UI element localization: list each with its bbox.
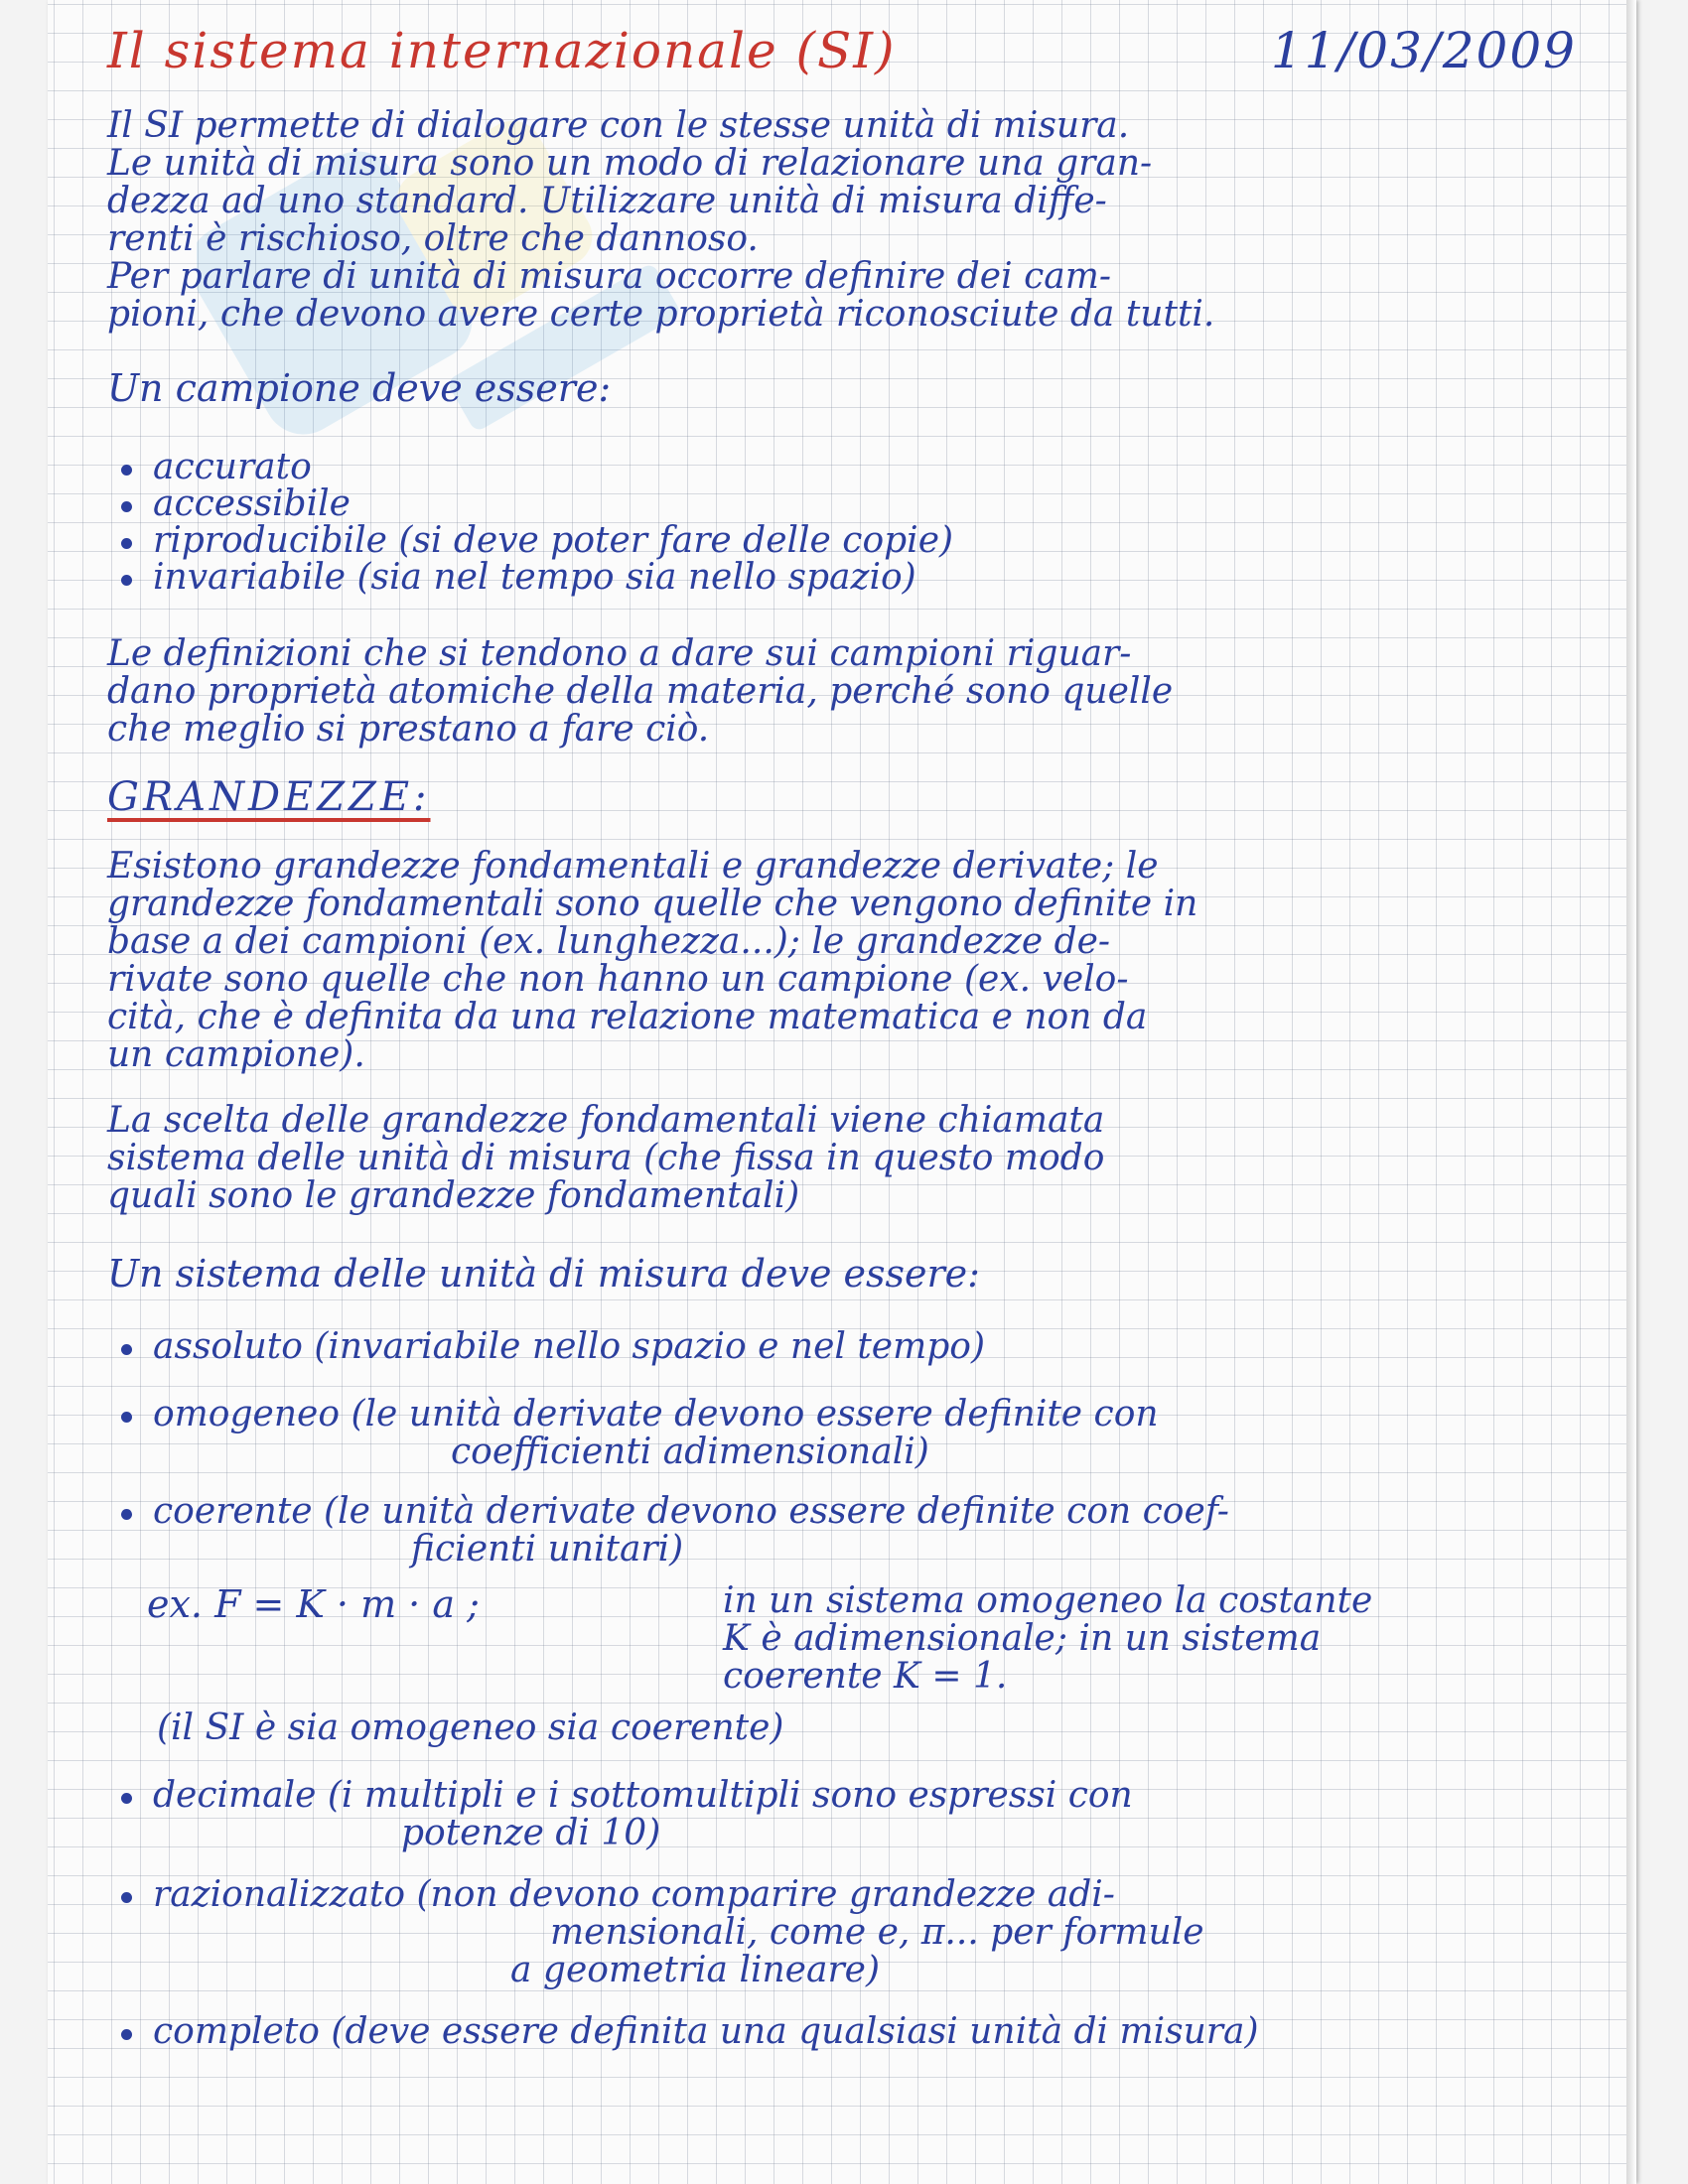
text-line: Le definizioni che si tendono a dare sui campioni riguar- [107, 633, 1132, 674]
grandezze-heading: GRANDEZZE: [107, 774, 431, 820]
text-line: renti è rischioso, oltre che dannoso. [107, 218, 759, 259]
bullet-icon [121, 2029, 132, 2040]
example-text: in un sistema omogeneo la costante K è adimensionale; in un sistema coerente K = 1. [723, 1580, 1373, 1697]
text-line: La scelta delle grandezze fondamentali viene chiamata [107, 1100, 1105, 1141]
text-line: Per parlare di unità di misura occorre definire dei cam- [107, 256, 1111, 297]
bullet-icon [121, 501, 132, 512]
list-item: accurato [107, 449, 1587, 485]
text-line: sistema delle unità di misura (che fissa in questo modo [107, 1138, 1105, 1178]
bullet-icon [121, 538, 132, 549]
grandezze-section [107, 774, 1587, 1074]
page-edge [1626, 0, 1636, 2184]
text-line: base a dei campioni (ex. lunghezza...); le grandezze de- [107, 921, 1111, 962]
list-item: razionalizzato (non devono comparire grandezze adi- mensionali, come e, π... per formule a geometria lineare) [107, 1876, 1587, 1989]
notebook-page [48, 0, 1636, 2184]
example-block [107, 1582, 1587, 1702]
text-line: che meglio si prestano a fare ciò. [107, 709, 710, 750]
sistema-list-more [107, 1777, 1587, 2051]
intro-paragraph [107, 107, 1587, 334]
sistema-section [107, 1253, 1587, 2065]
definizioni-paragraph [107, 635, 1587, 749]
text-line: grandezze fondamentali sono quelle che vengono definite in [107, 884, 1198, 924]
list-item: invariabile (sia nel tempo sia nello spazio) [107, 559, 1587, 596]
page-header [107, 22, 1597, 91]
bullet-icon [121, 1892, 132, 1903]
list-item: riproducibile (si deve poter fare delle copie) [107, 522, 1587, 559]
text-line: Il SI permette di dialogare con le stesse unità di misura. [107, 105, 1130, 146]
list-item: assoluto (invariabile nello spazio e nel tempo) [107, 1328, 1587, 1366]
text-line: pioni, che devono avere certe proprietà riconosciute da tutti. [107, 294, 1215, 335]
campione-list [107, 449, 1587, 596]
bullet-icon [121, 465, 132, 476]
scelta-paragraph [107, 1102, 1587, 1215]
sistema-heading: Un sistema delle unità di misura deve essere: [107, 1252, 980, 1296]
list-item: completo (deve essere definita una qualsiasi unità di misura) [107, 2013, 1587, 2051]
bullet-icon [121, 1793, 132, 1804]
text-line: quali sono le grandezze fondamentali) [107, 1175, 800, 1216]
list-item: accessibile [107, 485, 1587, 522]
page-title: Il sistema internazionale (SI) [107, 22, 897, 79]
bullet-icon [121, 1412, 132, 1423]
bullet-icon [121, 1509, 132, 1520]
list-item: omogeneo (le unità derivate devono essere definite con coefficienti adimensionali) [107, 1396, 1587, 1471]
text-line: dano proprietà atomiche della materia, perché sono quelle [107, 671, 1174, 712]
sistema-list [107, 1328, 1587, 1569]
campione-heading: Un campione deve essere: [107, 366, 612, 410]
text-line: Esistono grandezze fondamentali e grandezze derivate; le [107, 846, 1159, 887]
list-item: decimale (i multipli e i sottomultipli sono espressi con potenze di 10) [107, 1777, 1587, 1852]
bullet-icon [121, 1344, 132, 1355]
text-line: cità, che è definita da una relazione matematica e non da [107, 997, 1148, 1037]
page-date: 11/03/2009 [1270, 22, 1577, 79]
list-item: coerente (le unità derivate devono essere definite con coef- ficienti unitari) [107, 1493, 1587, 1569]
example-formula: ex. F = K · m · a ; [147, 1582, 480, 1626]
text-line: un campione). [107, 1034, 365, 1075]
bullet-icon [121, 575, 132, 586]
text-line: rivate sono quelle che non hanno un campione (ex. velo- [107, 959, 1129, 1000]
note-line: (il SI è sia omogeneo sia coerente) [157, 1707, 784, 1748]
text-line: Le unità di misura sono un modo di relazionare una gran- [107, 143, 1153, 184]
text-line: dezza ad uno standard. Utilizzare unità di misura diffe- [107, 181, 1107, 221]
campione-section [107, 367, 1587, 596]
